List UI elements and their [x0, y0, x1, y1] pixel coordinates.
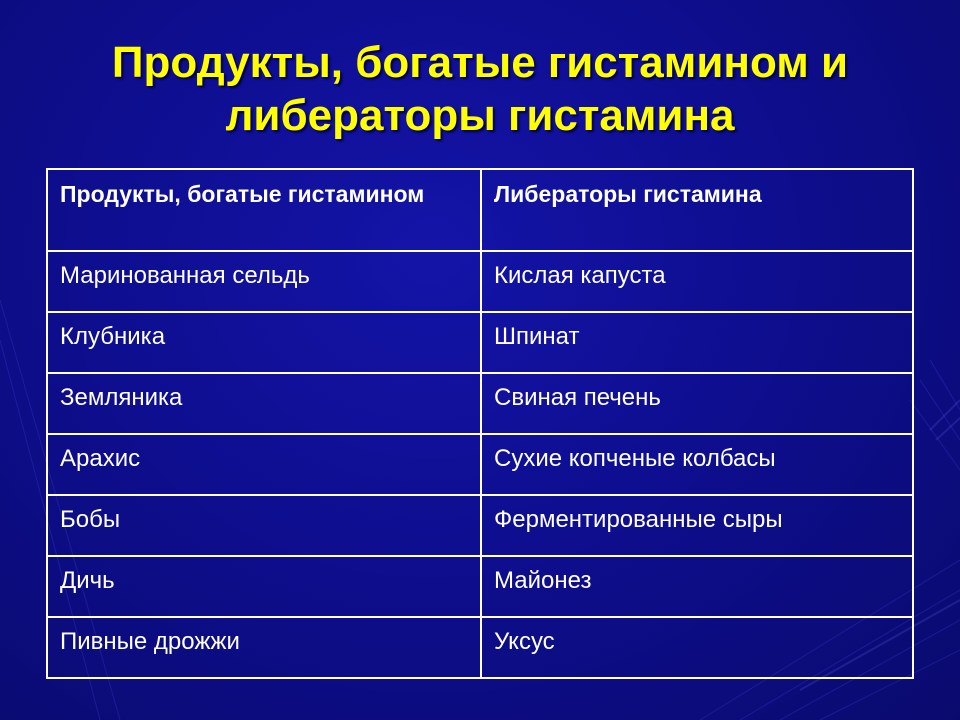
- table-row: [47, 434, 913, 495]
- title-line-1: Продукты, богатые гистамином и: [111, 38, 849, 87]
- table-cell: Кислая капуста: [481, 251, 913, 312]
- comparison-table: [46, 168, 914, 679]
- table-header-row: [47, 169, 913, 251]
- table-cell: Арахис: [47, 434, 481, 495]
- table-row: [47, 495, 913, 556]
- table-cell: Шпинат: [481, 312, 913, 373]
- title-line-2: либераторы гистамина: [225, 91, 735, 140]
- table-cell: Клубника: [47, 312, 481, 373]
- table-cell: Сухие копченые колбасы: [481, 434, 913, 495]
- table-row: [47, 617, 913, 678]
- header-cell-histamine-rich: Продукты, богатые гистамином: [47, 169, 481, 251]
- table-row: [47, 373, 913, 434]
- table-cell: Ферментированные сыры: [481, 495, 913, 556]
- table-row: [47, 251, 913, 312]
- table-cell: Маринованная сельдь: [47, 251, 481, 312]
- table-cell: Майонез: [481, 556, 913, 617]
- table-cell: Дичь: [47, 556, 481, 617]
- table-row: [47, 312, 913, 373]
- slide-title: [40, 36, 920, 142]
- table-row: [47, 556, 913, 617]
- table-cell: Бобы: [47, 495, 481, 556]
- table-cell: Уксус: [481, 617, 913, 678]
- histamine-table: [46, 168, 912, 668]
- table-cell: Земляника: [47, 373, 481, 434]
- table-cell: Свиная печень: [481, 373, 913, 434]
- header-cell-liberators: Либераторы гистамина: [481, 169, 913, 251]
- table-cell: Пивные дрожжи: [47, 617, 481, 678]
